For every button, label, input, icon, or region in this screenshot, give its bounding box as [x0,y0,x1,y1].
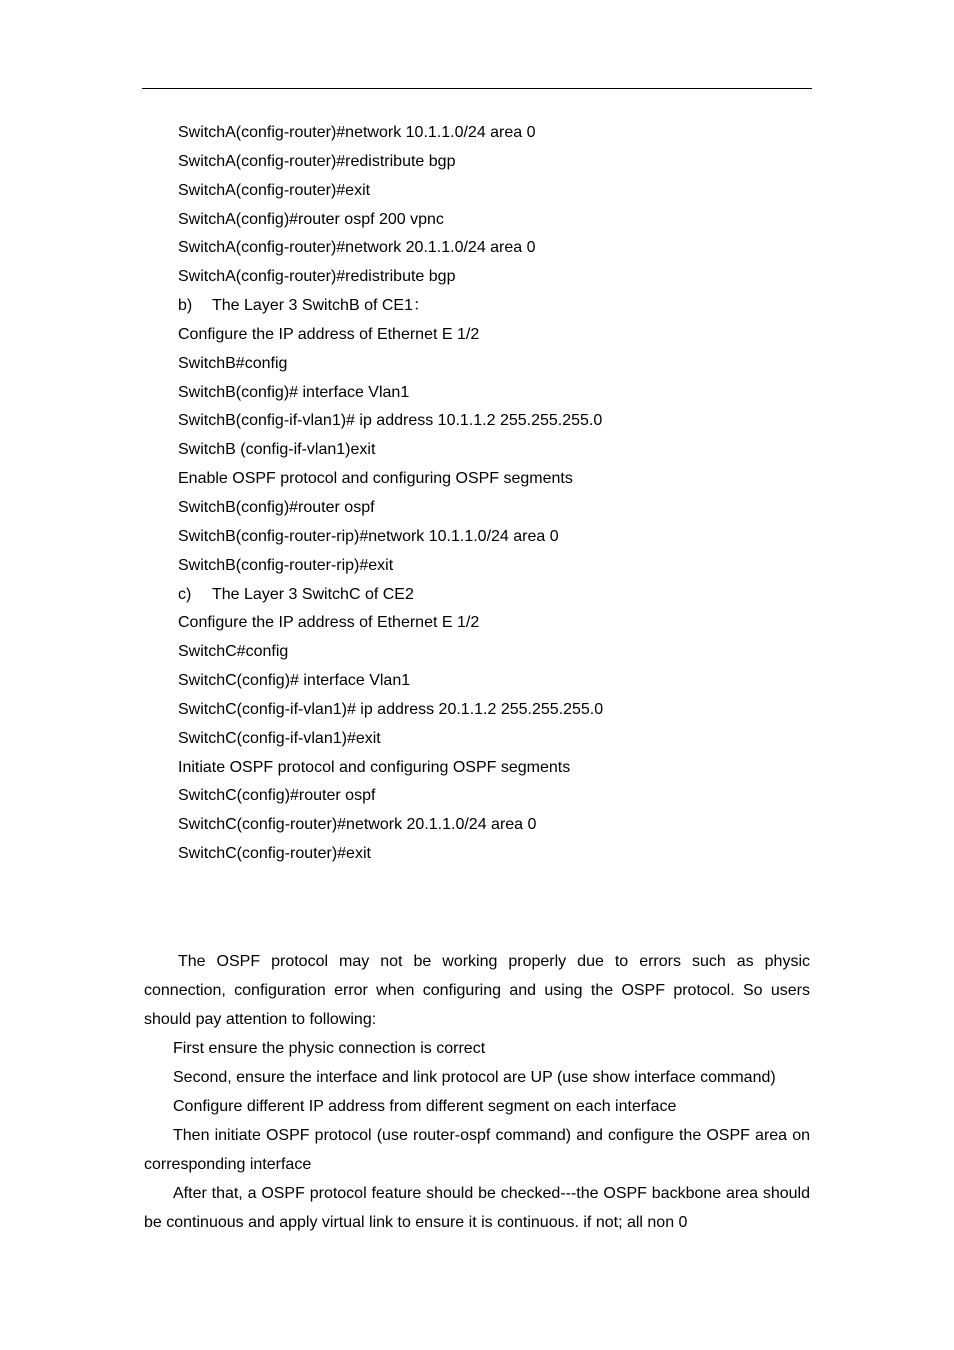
command-line: SwitchA(config-router)#network 20.1.1.0/24 area 0 [178,239,536,257]
command-line: SwitchB (config-if-vlan1)exit [178,441,376,459]
command-line: SwitchC(config)# interface Vlan1 [178,672,411,690]
command-line: SwitchB#config [178,354,288,372]
troubleshooting-step: After that, a OSPF protocol feature should be checked---the OSPF backbone area should be continuous and apply virtual link to ensure it is continuous. if not; all non 0 [144,1185,810,1231]
command-line: SwitchB(config-if-vlan1)# ip address 10.1.1.2 255.255.255.0 [178,412,603,430]
section-c-title: The Layer 3 SwitchC of CE2 [212,585,414,603]
header-rule [142,88,812,89]
section-c-heading [178,581,818,610]
troubleshooting-step: Configure different IP address from different segment on each interface [173,1098,677,1115]
troubleshooting-step: First ensure the physic connection is correct [173,1040,486,1057]
section-c-letter: c) [178,585,192,603]
troubleshooting-intro: The OSPF protocol may not be working properly due to errors such as physic connection, configuration error when configuring and using the OSPF protocol. So users should pay attention to following: [144,953,810,1028]
command-line: SwitchB(config-router-rip)#exit [178,556,394,574]
command-line: SwitchA(config-router)#exit [178,181,371,199]
command-line: SwitchA(config-router)#redistribute bgp [178,152,456,170]
troubleshooting-step: Then initiate OSPF protocol (use router-ospf command) and configure the OSPF area on corresponding interface [144,1127,810,1173]
troubleshooting-section [144,947,810,1237]
troubleshooting-step: Second, ensure the interface and link protocol are UP (use show interface command) [173,1069,776,1086]
command-line: SwitchC(config-if-vlan1)#exit [178,729,381,747]
command-line: Configure the IP address of Ethernet E 1/2 [178,614,480,632]
section-b-heading [178,292,818,321]
command-line: Configure the IP address of Ethernet E 1/2 [178,325,480,343]
command-listing [178,119,818,869]
command-line: Enable OSPF protocol and configuring OSPF segments [178,470,573,488]
command-line: SwitchA(config-router)#network 10.1.1.0/24 area 0 [178,124,536,141]
command-line: SwitchA(config)#router ospf 200 vpnc [178,210,444,228]
command-line: SwitchA(config-router)#redistribute bgp [178,268,456,286]
command-line: SwitchB(config)# interface Vlan1 [178,383,410,401]
section-b-title: The Layer 3 SwitchB of CE1： [212,297,429,315]
command-line: SwitchC(config-if-vlan1)# ip address 20.1.1.2 255.255.255.0 [178,700,604,718]
section-b-letter: b) [178,297,193,315]
command-line: SwitchC(config-router)#exit [178,845,371,863]
command-line: SwitchC(config)#router ospf [178,787,376,805]
command-line: SwitchB(config)#router ospf [178,498,375,516]
command-line: SwitchC(config-router)#network 20.1.1.0/24 area 0 [178,816,537,834]
command-line: Initiate OSPF protocol and configuring OSPF segments [178,758,571,776]
command-line: SwitchC#config [178,643,289,661]
command-line: SwitchB(config-router-rip)#network 10.1.1.0/24 area 0 [178,527,559,545]
